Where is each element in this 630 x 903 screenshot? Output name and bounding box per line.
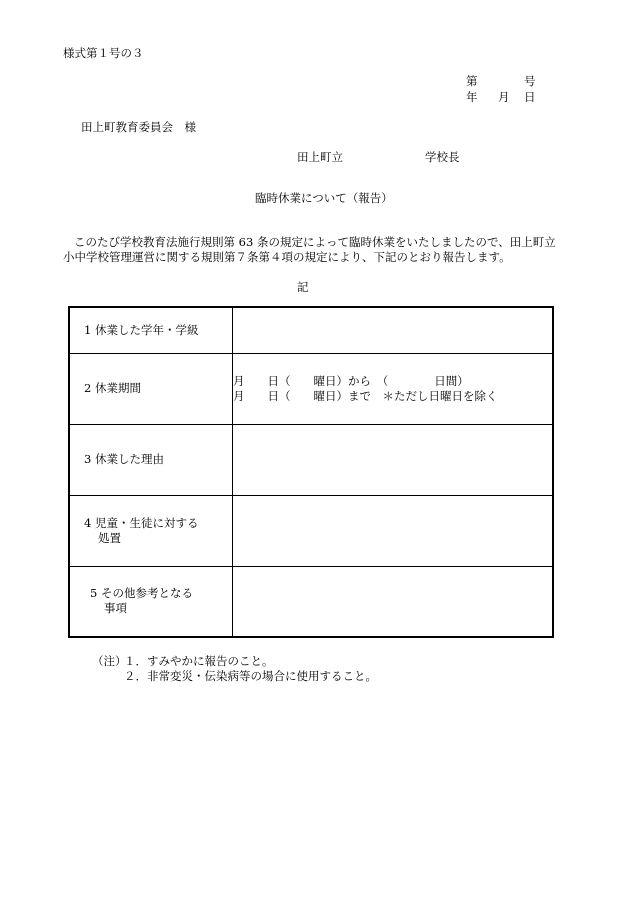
table-row: [69, 353, 553, 424]
report-table: [68, 306, 554, 638]
row-value: [233, 495, 554, 566]
table-row: [69, 495, 553, 566]
date-month: 月: [498, 90, 510, 104]
doc-number-go: 号: [524, 74, 536, 88]
note-1: １．すみやかに報告のこと。: [124, 654, 274, 668]
table-row: [69, 566, 553, 637]
sender-principal: 学校長: [425, 150, 460, 164]
body-line-2: 小中学校管理運営に関する規則第７条第４項の規定により、下記のとおり報告します。: [63, 250, 511, 264]
addressee: 田上町教育委員会 様: [81, 120, 196, 134]
table-row: [69, 424, 553, 495]
row-label: 2 休業期間: [69, 353, 233, 424]
period-line-2: 月 日（ 曜日）まで ＊ただし日曜日を除く: [233, 388, 498, 403]
row-value: [233, 566, 554, 637]
period-value: [233, 353, 554, 424]
sender-school: 田上町立: [297, 150, 343, 164]
form-number: 様式第１号の３: [63, 46, 144, 60]
table-row: [69, 307, 553, 353]
body-line-1: このたび学校教育法施行規則第 63 条の規定によって臨時休業をいたしましたので、田上町立: [74, 235, 556, 249]
date-year: 年: [466, 90, 478, 104]
note-2: ２．非常変災・伝染病等の場合に使用すること。: [124, 669, 377, 683]
period-line-1: 月 日（ 曜日）から （ 日間）: [233, 373, 469, 388]
row-label: 1 休業した学年・学級: [69, 307, 233, 353]
row-value: [233, 307, 554, 353]
ki-heading: 記: [297, 280, 309, 294]
row-label: 5 その他参考となる 事項: [69, 566, 233, 637]
row-label: 4 児童・生徒に対する 処置: [69, 495, 233, 566]
row-label: 3 休業した理由: [69, 424, 233, 495]
date-day: 日: [524, 90, 536, 104]
doc-number-dai: 第: [466, 74, 478, 88]
document-title: 臨時休業について（報告）: [255, 191, 393, 205]
row-value: [233, 424, 554, 495]
notes-prefix: （注）: [92, 654, 127, 668]
